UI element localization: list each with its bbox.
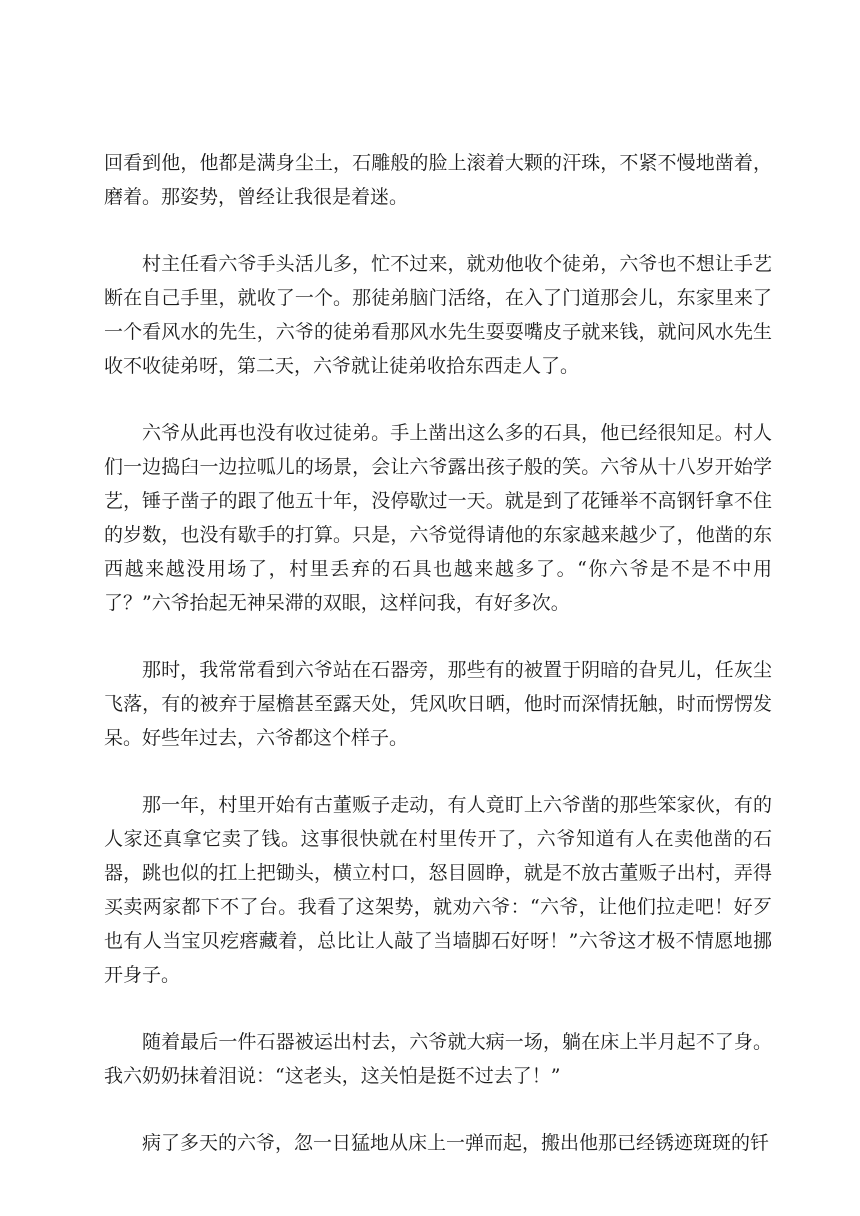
paragraph-4: 那时，我常常看到六爷站在石器旁，那些有的被置于阴暗的旮旯儿，任灰尘飞落，有的被弃于屋檐甚至露天处，凭风吹日晒，他时而深情抚触，时而愣愣发呆。好些年过去，六爷都这个样子。 (104, 659, 772, 749)
paragraph-1: 回看到他，他都是满身尘土，石雕般的脸上滚着大颗的汗珠，不紧不慢地凿着，磨着。那姿势，曾经让我很是着迷。 (104, 152, 772, 208)
paragraph-2: 村主任看六爷手头活儿多，忙不过来，就劝他收个徒弟，六爷也不想让手艺断在自己手里，就收了一个。那徒弟脑门活络，在入了门道那会儿，东家里来了一个看风水的先生，六爷的徒弟看那风水先生耍耍嘴皮子就来钱，就问风水先生收不收徒弟呀，第二天，六爷就让徒弟收拾东西走人了。 (104, 253, 772, 377)
paragraph-3: 六爷从此再也没有收过徒弟。手上凿出这么多的石具，他已经很知足。村人们一边捣臼一边拉呱儿的场景，会让六爷露出孩子般的笑。六爷从十八岁开始学艺，锤子凿子的跟了他五十年，没停歇过一天。就是到了花锤举不高钢钎拿不住的岁数，也没有歇手的打算。只是，六爷觉得请他的东家越来越少了，他凿的东西越来越没用场了，村里丢弃的石具也越来越多了。“你六爷是不是不中用了？”六爷抬起无神呆滞的双眼，这样问我，有好多次。 (104, 422, 772, 614)
paragraph-5: 那一年，村里开始有古董贩子走动，有人竟盯上六爷凿的那些笨家伙，有的人家还真拿它卖了钱。这事很快就在村里传开了，六爷知道有人在卖他凿的石器，跳也似的扛上把锄头，横立村口，怒目圆睁，就是不放古董贩子出村，弄得买卖两家都下不了台。我看了这架势，就劝六爷：“六爷，让他们拉走吧！好歹也有人当宝贝疙瘩藏着，总比让人敲了当墙脚石好呀！”六爷这才极不情愿地挪开身子。 (104, 794, 772, 986)
article-body (104, 146, 772, 1193)
paragraph-6: 随着最后一件石器被运出村去，六爷就大病一场，躺在床上半月起不了身。我六奶奶抹着泪说：“这老头，这关怕是挺不过去了！” (104, 1031, 772, 1087)
paragraph-7: 病了多天的六爷，忽一日猛地从床上一弹而起，搬出他那已经锈迹斑斑的钎 (142, 1132, 770, 1154)
